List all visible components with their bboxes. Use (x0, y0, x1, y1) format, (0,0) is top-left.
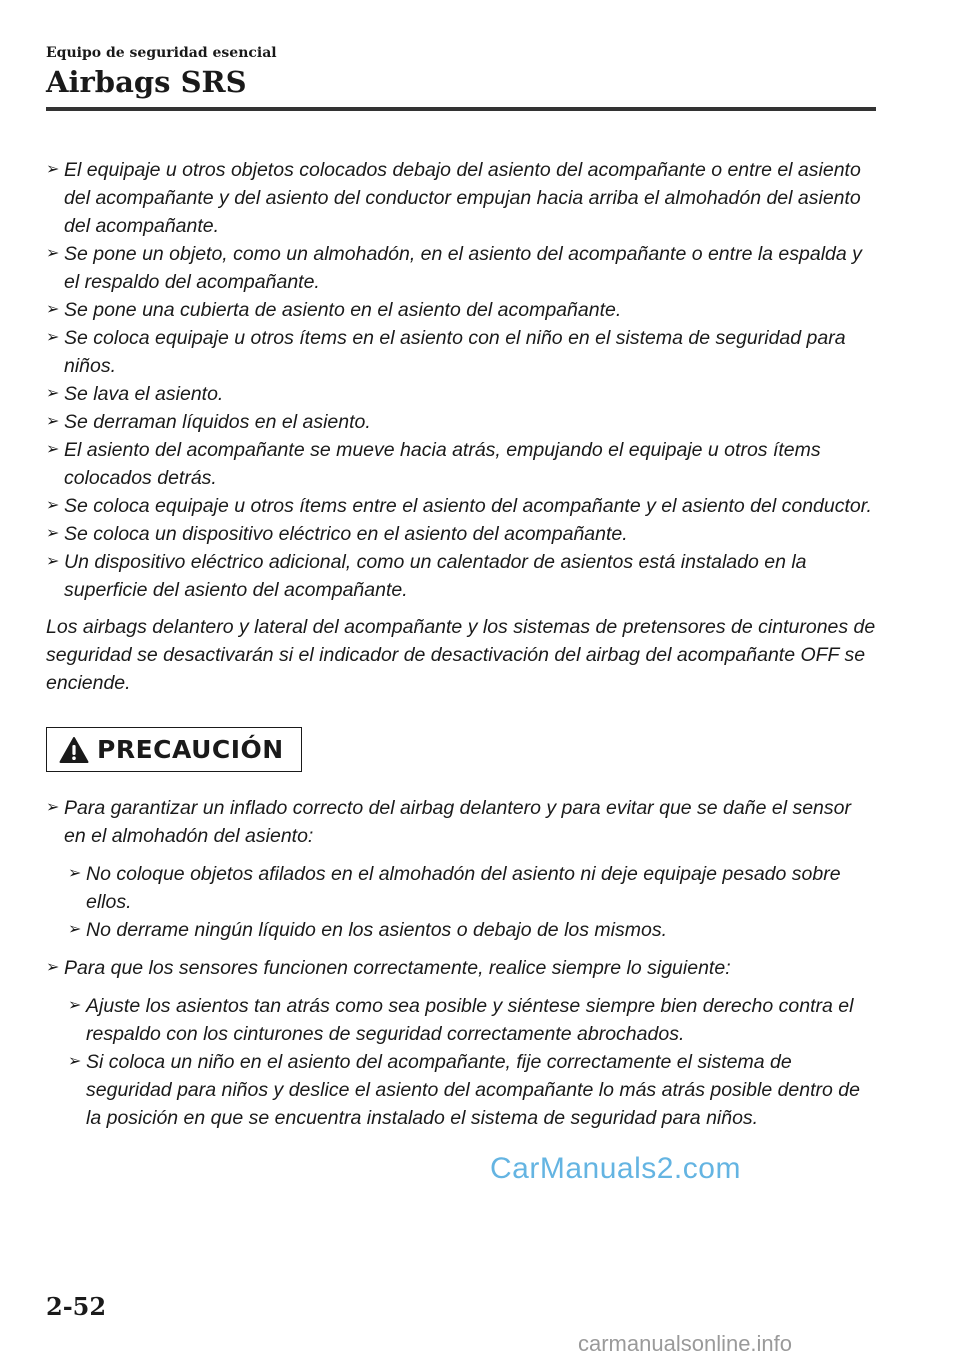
caution-group (46, 794, 876, 944)
caution-sublist (68, 992, 876, 1132)
body-paragraph: Los airbags delantero y lateral del acompañante y los sistemas de pretensores de cinturones de seguridad se desactivarán si el indicador de desactivación del airbag del acompañante OFF se enciende. (46, 616, 876, 694)
arrow-bullet-icon: ➢ (46, 497, 60, 514)
list-item-text: El equipaje u otros objetos colocados debajo del asiento del acompañante o entre el asiento del acompañante y del asiento del conductor empujan hacia arriba el almohadón del asiento del acompañante. (64, 159, 861, 237)
list-item (46, 436, 876, 492)
page-number: 2-52 (46, 1292, 107, 1321)
arrow-bullet-icon: ➢ (46, 959, 60, 976)
list-item-text: Se lava el asiento. (64, 383, 224, 405)
page-title: Airbags SRS (46, 65, 247, 99)
list-item (46, 408, 876, 436)
arrow-bullet-icon: ➢ (46, 245, 60, 262)
arrow-bullet-icon: ➢ (46, 553, 60, 570)
list-item-text: Se pone un objeto, como un almohadón, en el asiento del acompañante o entre la espalda y el respaldo del acompañante. (64, 243, 862, 293)
list-item (46, 324, 876, 380)
caution-subitem (68, 992, 876, 1048)
caution-banner (46, 727, 302, 772)
arrow-bullet-icon: ➢ (46, 413, 60, 430)
caution-item-text: Para garantizar un inflado correcto del airbag delantero y para evitar que se dañe el sensor en el almohadón del asiento: (64, 797, 851, 847)
list-item (46, 380, 876, 408)
caution-subitem-text: No derrame ningún líquido en los asientos o debajo de los mismos. (86, 919, 668, 941)
arrow-bullet-icon: ➢ (46, 161, 60, 178)
main-content (46, 156, 876, 1142)
list-item-text: Se pone una cubierta de asiento en el asiento del acompañante. (64, 299, 622, 321)
caution-group (46, 954, 876, 1132)
caution-list (46, 794, 876, 1132)
arrow-bullet-icon: ➢ (46, 385, 60, 402)
caution-subitem-text: Ajuste los asientos tan atrás como sea posible y siéntese siempre bien derecho contra el respaldo con los cinturones de seguridad correctamente abrochados. (86, 995, 854, 1045)
caution-subitem-text: No coloque objetos afilados en el almohadón del asiento ni deje equipaje pesado sobre ellos. (86, 863, 841, 913)
caution-subitem (68, 916, 876, 944)
caution-subitem (68, 860, 876, 916)
list-item-text: Se coloca equipaje u otros ítems entre el asiento del acompañante y el asiento del conductor. (64, 495, 872, 517)
section-label: Equipo de seguridad esencial (46, 45, 277, 61)
watermark: CarManuals2.com (490, 1152, 741, 1185)
arrow-bullet-icon: ➢ (46, 301, 60, 318)
list-item (46, 492, 876, 520)
arrow-bullet-icon: ➢ (68, 865, 82, 882)
arrow-bullet-icon: ➢ (46, 799, 60, 816)
list-item (46, 520, 876, 548)
warning-triangle-icon (59, 736, 89, 764)
arrow-bullet-icon: ➢ (46, 441, 60, 458)
caution-label: PRECAUCIÓN (97, 734, 284, 764)
arrow-bullet-icon: ➢ (46, 329, 60, 346)
header-divider (46, 107, 876, 111)
list-item (46, 240, 876, 296)
caution-item (46, 794, 876, 850)
list-item-text: Un dispositivo eléctrico adicional, como un calentador de asientos está instalado en la superficie del asiento del acompañante. (64, 551, 807, 601)
arrow-bullet-icon: ➢ (68, 1053, 82, 1070)
page-header (46, 44, 876, 100)
caution-subitem (68, 1048, 876, 1132)
caution-item (46, 954, 876, 982)
list-item-text: El asiento del acompañante se mueve hacia atrás, empujando el equipaje u otros ítems colocados detrás. (64, 439, 821, 489)
arrow-bullet-icon: ➢ (68, 921, 82, 938)
arrow-bullet-icon: ➢ (46, 525, 60, 542)
arrow-bullet-icon: ➢ (68, 997, 82, 1014)
condition-list (46, 156, 876, 604)
list-item (46, 548, 876, 604)
list-item-text: Se coloca un dispositivo eléctrico en el asiento del acompañante. (64, 523, 628, 545)
site-watermark: carmanualsonline.info (578, 1331, 793, 1356)
caution-item-text: Para que los sensores funcionen correctamente, realice siempre lo siguiente: (64, 957, 731, 979)
list-item-text: Se coloca equipaje u otros ítems en el asiento con el niño en el sistema de seguridad para niños. (64, 327, 846, 377)
list-item (46, 156, 876, 240)
list-item (46, 296, 876, 324)
caution-subitem-text: Si coloca un niño en el asiento del acompañante, fije correctamente el sistema de seguridad para niños y deslice el asiento del acompañante lo más atrás posible dentro de la posición en que se encuentra instalado el sistema de seguridad para niños. (86, 1051, 860, 1129)
list-item-text: Se derraman líquidos en el asiento. (64, 411, 371, 433)
caution-sublist (68, 860, 876, 944)
